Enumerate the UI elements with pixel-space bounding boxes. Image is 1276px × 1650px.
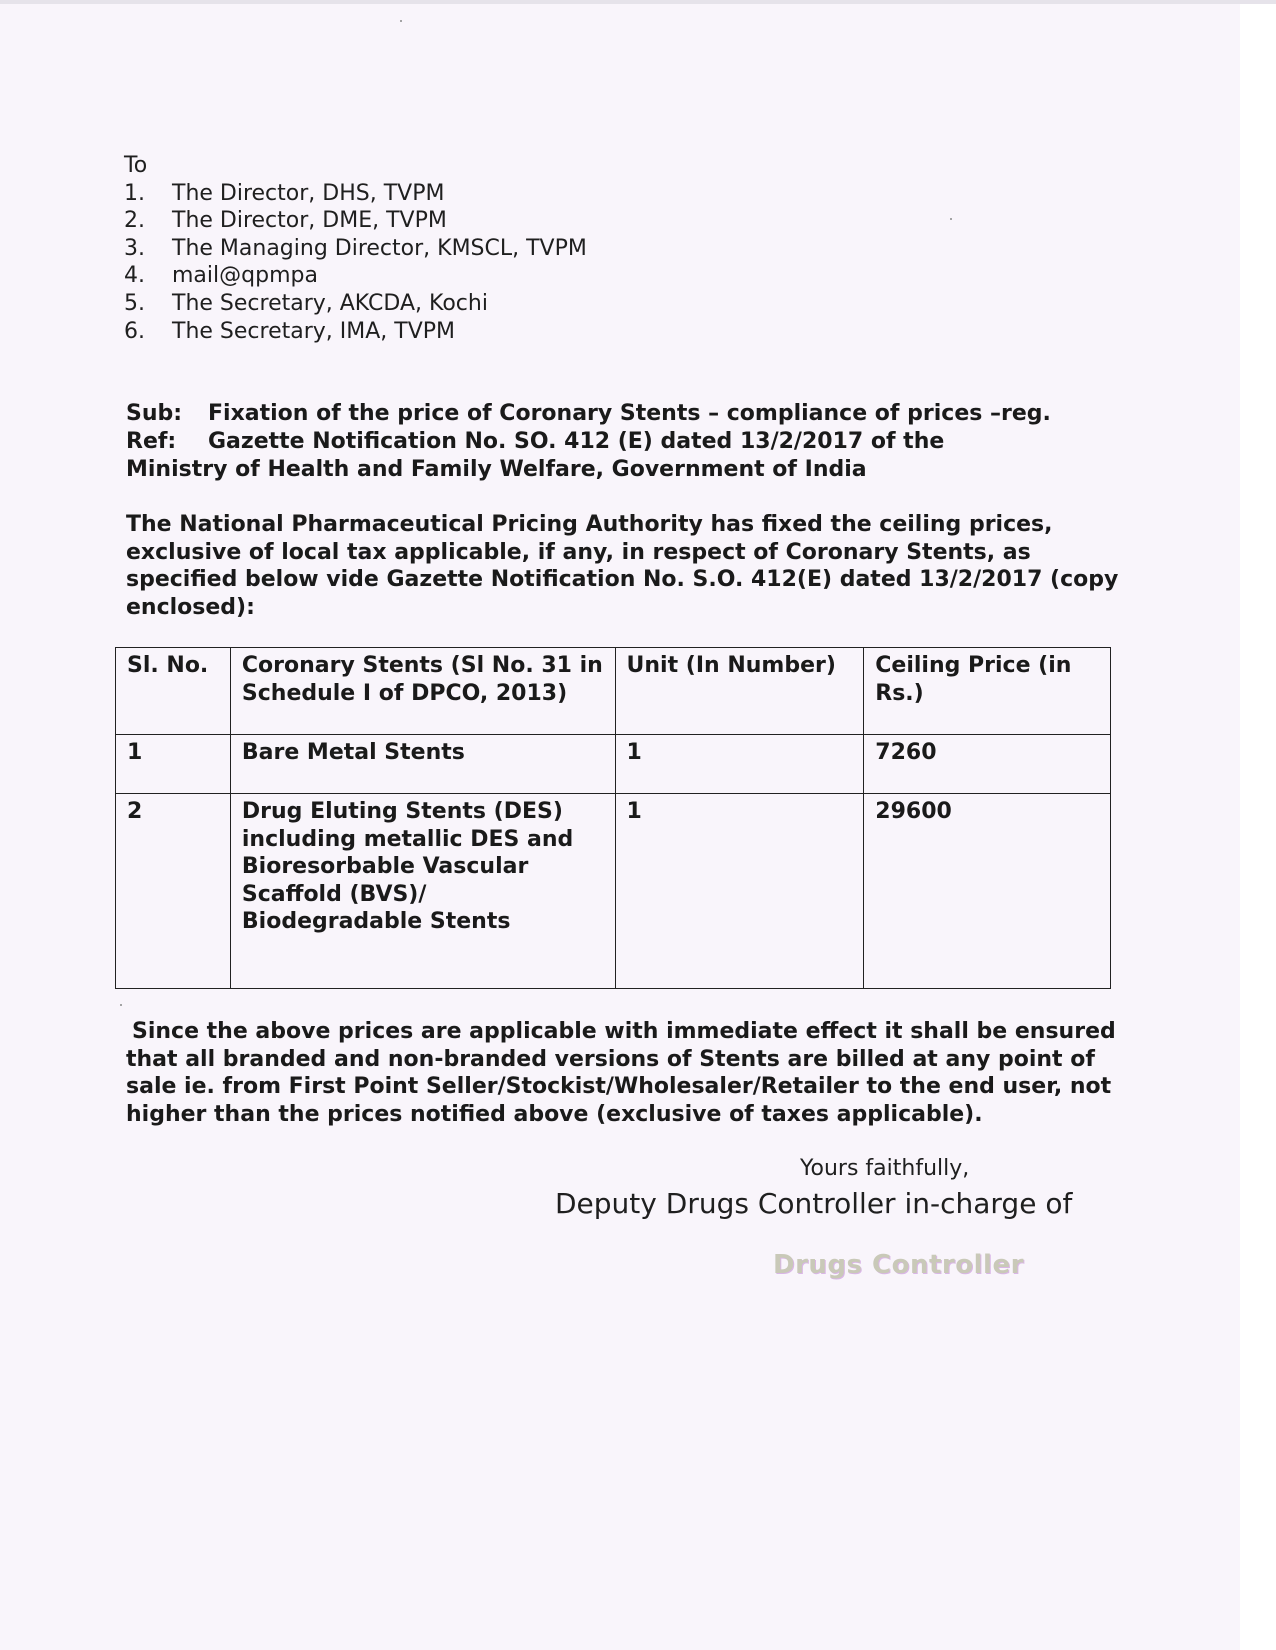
recipient-number: 5. [124, 290, 145, 316]
cell-sl-no: 2 [116, 794, 231, 989]
price-table [115, 647, 1111, 989]
recipient-item [124, 235, 587, 263]
cell-sl-no: 1 [116, 735, 231, 794]
table-row [116, 794, 1111, 989]
cell-item: Bare Metal Stents [230, 735, 615, 794]
office-stamp: Drugs Controller [773, 1250, 1024, 1280]
compliance-paragraph: Since the above prices are applicable with immediate effect it shall be ensured that all branded and non-branded versions of Stents are billed at any point of sale ie. from First Point Seller/Stockist/Wholesaler/Retailer to the end user, not higher than the prices notified above (exclusive of taxes applicable). [126, 1019, 1116, 1127]
scan-speck [950, 218, 952, 220]
recipient-number: 1. [124, 180, 145, 206]
cell-item: Drug Eluting Stents (DES) including metallic DES and Bioresorbable Vascular Scaffold (BVS)/ Biodegradable Stents [230, 794, 615, 989]
recipient-item [124, 290, 587, 318]
subject-reference-block [126, 400, 1126, 484]
recipient-item [124, 180, 587, 208]
recipients-block [124, 152, 587, 345]
recipient-number: 4. [124, 263, 145, 289]
to-label: To [124, 153, 148, 178]
header-coronary-stents: Coronary Stents (Sl No. 31 in Schedule I of DPCO, 2013) [230, 648, 615, 735]
header-sl-no: Sl. No. [116, 648, 231, 735]
scan-edge-top [0, 0, 1276, 4]
intro-paragraph: The National Pharmaceutical Pricing Authority has fixed the ceiling prices, exclusive of local tax applicable, if any, in respect of Coronary Stents, as specified below vide Gazette Notification No. S.O. 412(E) dated 13/2/2017 (copy enclosed): [126, 512, 1119, 620]
recipient-text: The Director, DHS, TVPM [172, 180, 445, 206]
recipient-text: mail@qpmpa [172, 263, 318, 289]
header-unit: Unit (In Number) [615, 648, 864, 735]
recipient-number: 3. [124, 235, 145, 261]
recipient-item [124, 262, 587, 290]
signatory-designation: Deputy Drugs Controller in-charge of [555, 1187, 1073, 1220]
reference-text-line1: Gazette Notification No. SO. 412 (E) dated 13/2/2017 of the [208, 429, 945, 454]
recipient-item [124, 207, 587, 235]
recipient-text: The Secretary, AKCDA, Kochi [172, 290, 488, 316]
recipient-number: 2. [124, 208, 145, 234]
recipient-text: The Director, DME, TVPM [172, 208, 447, 234]
closing-salutation: Yours faithfully, [800, 1156, 970, 1181]
cell-price: 7260 [864, 735, 1111, 794]
cell-unit: 1 [615, 735, 864, 794]
table-row [116, 735, 1111, 794]
table-header-row [116, 648, 1111, 735]
subject-text: Fixation of the price of Coronary Stents – compliance of prices –reg. [208, 401, 1051, 426]
scan-edge-right [1240, 0, 1276, 1650]
scan-speck [120, 1004, 122, 1006]
reference-text-line2: Ministry of Health and Family Welfare, Government of India [126, 457, 867, 482]
header-ceiling-price: Ceiling Price (in Rs.) [864, 648, 1111, 735]
cell-price: 29600 [864, 794, 1111, 989]
recipient-number: 6. [124, 318, 145, 344]
recipient-text: The Secretary, IMA, TVPM [172, 318, 456, 344]
scan-speck [400, 20, 402, 22]
subject-line [126, 400, 1126, 428]
reference-label: Ref: [126, 429, 177, 454]
subject-label: Sub: [126, 401, 183, 426]
reference-line [126, 428, 1126, 456]
recipient-text: The Managing Director, KMSCL, TVPM [172, 235, 587, 261]
cell-unit: 1 [615, 794, 864, 989]
recipient-item [124, 318, 587, 346]
